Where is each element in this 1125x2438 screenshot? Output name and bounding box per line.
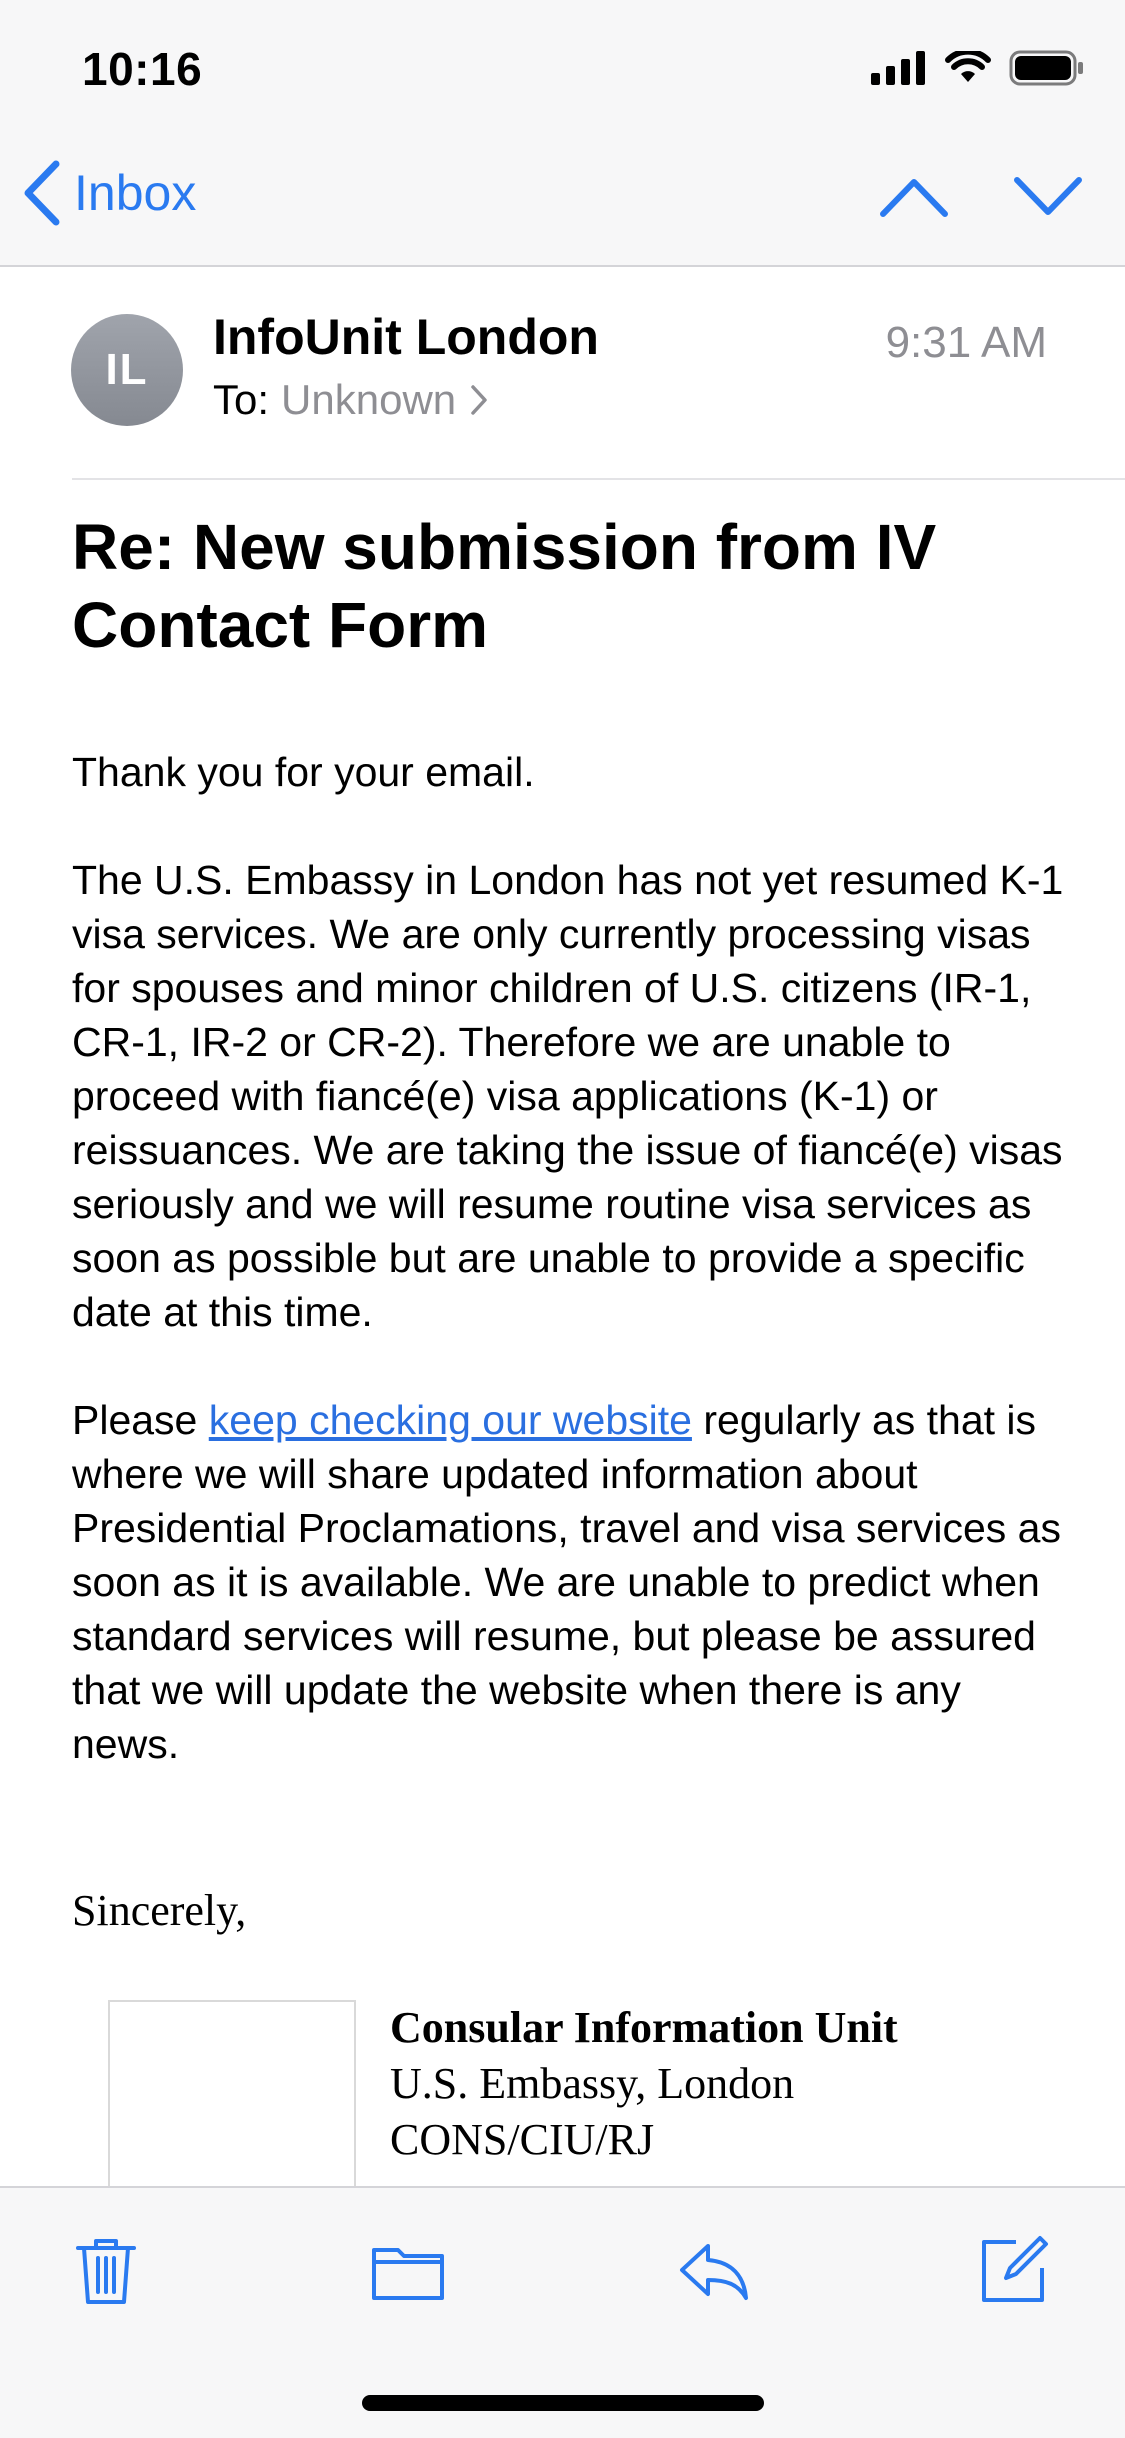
folder-icon[interactable] (370, 2232, 446, 2308)
reply-icon[interactable] (676, 2232, 752, 2308)
previous-message-button[interactable] (877, 170, 951, 224)
back-label: Inbox (74, 165, 197, 221)
closing-text: Sincerely, (72, 1886, 247, 1935)
email-body (72, 745, 1072, 1825)
signal-icon (871, 51, 927, 85)
top-bar (0, 0, 1125, 267)
signature-unit: Consular Information Unit (390, 2003, 898, 2052)
trash-icon[interactable] (68, 2232, 144, 2308)
chevron-right-icon (470, 384, 488, 416)
signature-image-placeholder (108, 2000, 356, 2202)
next-message-button[interactable] (1011, 170, 1085, 224)
body-paragraph-3 (72, 1393, 1072, 1771)
back-to-inbox-button[interactable] (22, 160, 196, 226)
home-indicator[interactable] (362, 2395, 764, 2411)
recipient-value: Unknown (281, 376, 457, 423)
recipient-line[interactable] (213, 376, 488, 424)
paragraph-3-prefix: Please (72, 1397, 209, 1443)
body-paragraph-2: The U.S. Embassy in London has not yet resumed K-1 visa services. We are only currently processing visas for spouses and minor children of U.S. citizens (IR-1, CR-1, IR-2 or CR-2). Therefore we are unable to proceed with fiancé(e) visa applications (K-1) or reissuances. We are taking the issue of fiancé(e) visas seriously and we will resume routine visa services as soon as possible but are unable to provide a specific date at this time. (72, 857, 1064, 1335)
compose-icon[interactable] (976, 2232, 1052, 2308)
signature-code: CONS/CIU/RJ (390, 2115, 655, 2164)
status-time: 10:16 (82, 43, 203, 95)
website-link[interactable]: keep checking our website (208, 1397, 692, 1443)
wifi-icon (945, 51, 991, 85)
header-divider (72, 478, 1125, 480)
chevron-left-icon (22, 160, 62, 226)
status-icons (871, 50, 1085, 86)
paragraph-3-suffix: regularly as that is where we will share updated information about Presidential Proclamations, travel and visa services as soon as it is available. We are unable to predict when standard services will resume, but please be assured that we will update the website when there is any news. (72, 1397, 1061, 1767)
email-header (0, 266, 1125, 480)
signature-block (390, 2000, 898, 2168)
battery-icon (1009, 50, 1085, 86)
message-navigation (877, 170, 1085, 224)
to-label: To: (213, 376, 270, 423)
email-time: 9:31 AM (885, 318, 1047, 367)
body-paragraph-1: Thank you for your email. (72, 749, 535, 795)
signature-embassy: U.S. Embassy, London (390, 2059, 795, 2108)
sender-name[interactable]: InfoUnit London (213, 309, 599, 365)
sender-avatar[interactable]: IL (71, 314, 183, 426)
email-subject: Re: New submission from IV Contact Form (72, 511, 937, 661)
